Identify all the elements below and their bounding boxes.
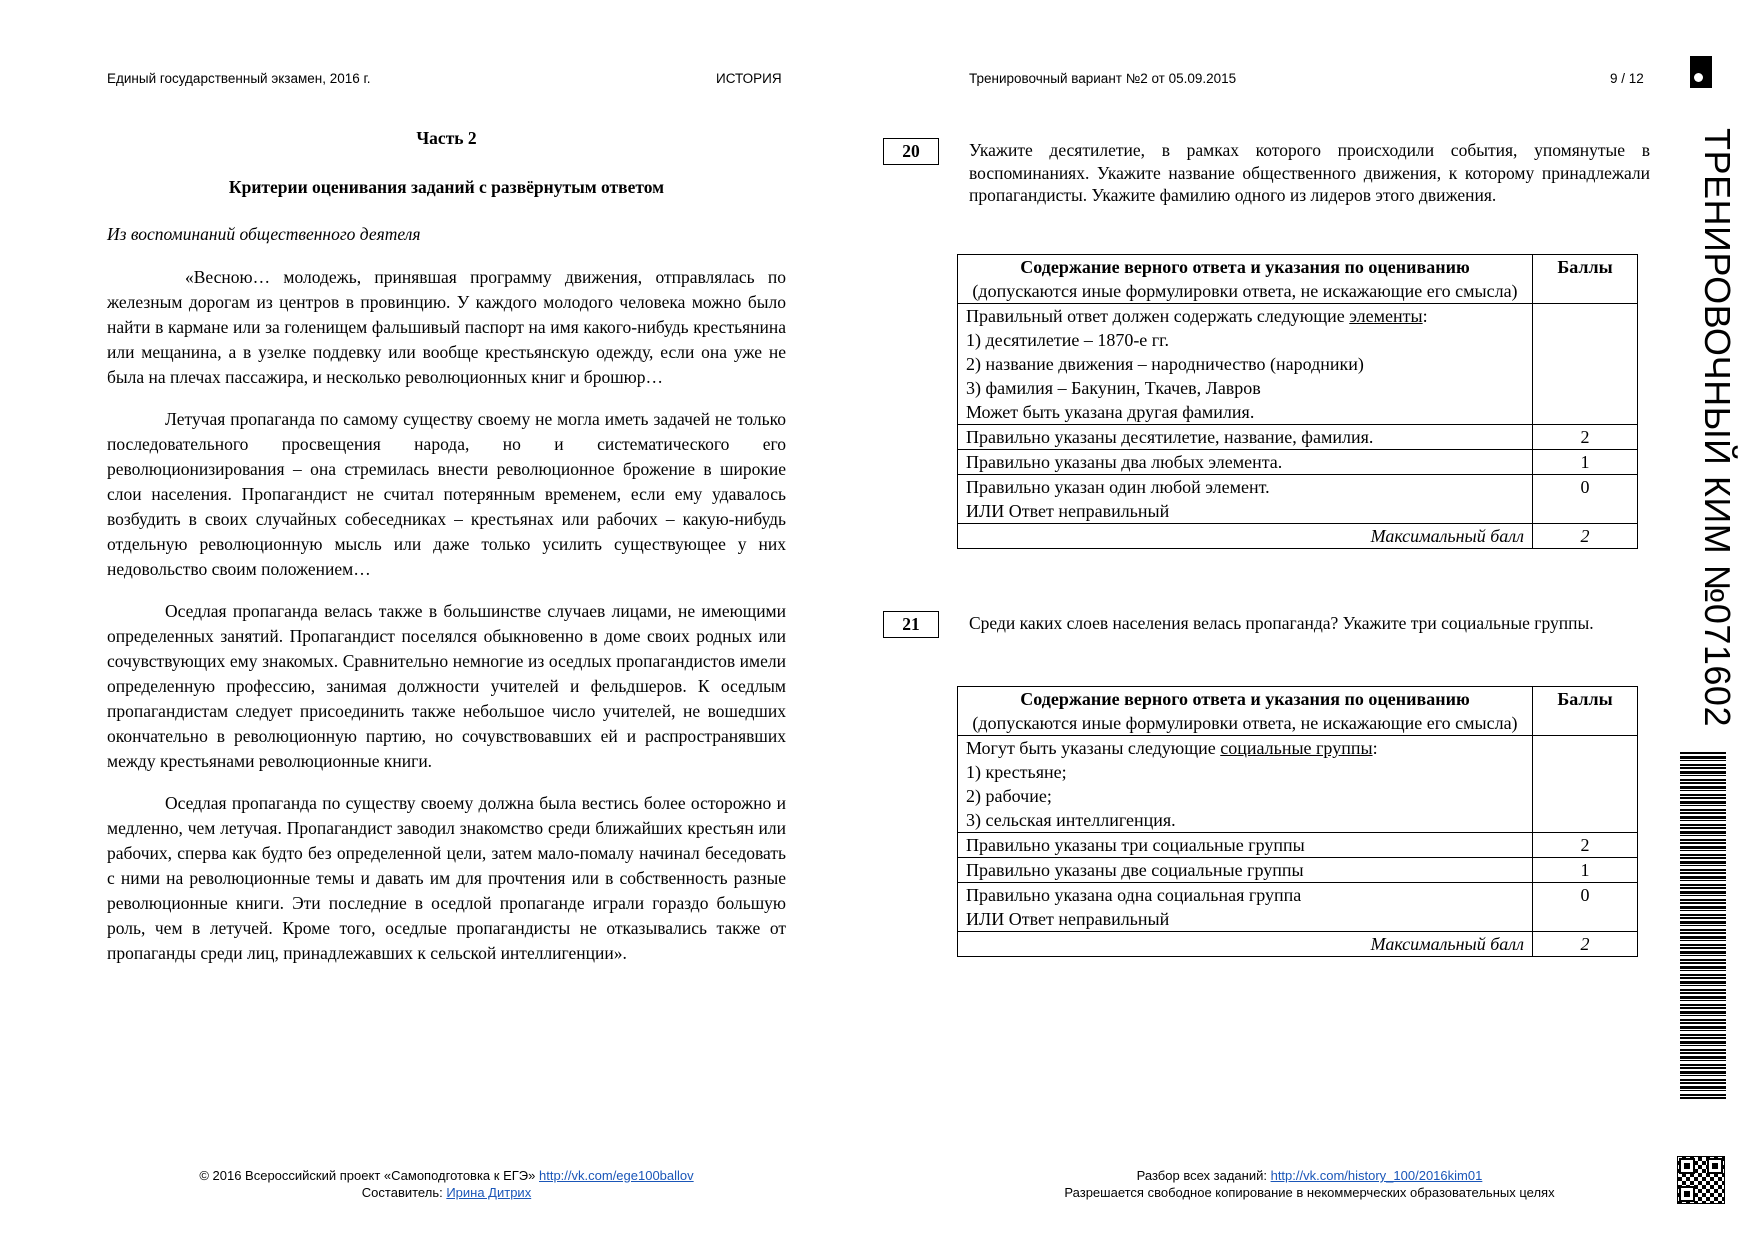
answer-elements-row — [958, 736, 1638, 833]
score-criterion — [958, 883, 1533, 932]
points-header-label: Баллы — [1557, 257, 1613, 277]
points-header-label: Баллы — [1557, 689, 1613, 709]
header-subject: ИСТОРИЯ — [716, 71, 782, 86]
answer-item: 2) название движения – народничество (народники) — [966, 354, 1364, 374]
answer-item: 1) десятилетие – 1870-е гг. — [966, 330, 1170, 350]
points-header — [1533, 687, 1638, 736]
footer-left — [107, 1167, 786, 1201]
answer-item: 1) крестьяне; — [966, 762, 1067, 782]
header-exam: Единый государственный экзамен, 2016 г. — [107, 71, 371, 86]
answer-elements-row — [958, 304, 1638, 425]
footer-analysis-link[interactable]: http://vk.com/history_100/2016kim01 — [1270, 1168, 1483, 1183]
max-score-row — [958, 524, 1638, 549]
score-criterion: Правильно указаны три социальные группы — [958, 833, 1533, 858]
content-header — [958, 255, 1533, 304]
footer-right — [969, 1167, 1650, 1201]
content-header — [958, 687, 1533, 736]
criteria-table — [957, 254, 1638, 549]
intro-colon: : — [1422, 306, 1428, 326]
intro-keyword: социальные группы — [1220, 738, 1373, 758]
footer-copy-note: Разрешается свободное копирование в некоммерческих образовательных целях — [1064, 1185, 1555, 1200]
score-criterion-line: Правильно указана одна социальная группа — [966, 885, 1302, 905]
header-variant: Тренировочный вариант №2 от 05.09.2015 — [969, 71, 1237, 86]
intro-text: Могут быть указаны следующие — [966, 738, 1221, 758]
footer-project: © 2016 Всероссийский проект «Самоподготовка к ЕГЭ» — [199, 1168, 536, 1183]
max-score-value: 2 — [1533, 524, 1638, 549]
content-header-note: (допускаются иные формулировки ответа, не искажающие его смысла) — [972, 281, 1518, 301]
max-score-label: Максимальный балл — [958, 524, 1533, 549]
score-row — [958, 833, 1638, 858]
score-row — [958, 450, 1638, 475]
score-row — [958, 858, 1638, 883]
answer-item: 3) фамилия – Бакунин, Ткачев, Лавров — [966, 378, 1261, 398]
corner-mark-icon — [1690, 56, 1712, 88]
score-row — [958, 883, 1638, 932]
qr-code-icon — [1678, 1157, 1724, 1203]
source-text — [107, 265, 786, 983]
source-paragraph: Летучая пропаганда по самому существу своему не могла иметь задачей не только последовательного просвещения народа, но и систематического его революционизирования – она стремилась внести революционное брожение в широкие слои населения. Пропагандист не считал потерянным временем, если ему удавалось возбудить в своих случайных собеседниках – крестьянах или рабочих – какую-нибудь отдельную революционную мысль или даже только усилить существующее у них недовольство своим положением… — [107, 409, 786, 579]
score-points: 1 — [1533, 858, 1638, 883]
content-header-title: Содержание верного ответа и указания по оцениванию — [1020, 689, 1470, 709]
footer-project-link[interactable]: http://vk.com/ege100ballov — [539, 1168, 694, 1183]
answer-note: Может быть указана другая фамилия. — [966, 402, 1255, 422]
answer-item: 3) сельская интеллигенция. — [966, 810, 1176, 830]
vertical-kim-text: ТРЕНИРОВОЧНЫЙ КИМ №071602 — [1697, 128, 1738, 727]
source-paragraph: Оседлая пропаганда велась также в большинстве случаев лицами, не имеющими определенных занятий. Пропагандист поселялся обыкновенно в доме своих родных или сочувствующих ему знакомых. Сравнительно немногие из оседлых пропагандистов имели определенную профессию, занимая должности учителей и фельдшеров. К оседлым пропагандистам следует присоединить также небольшое число учителей, не вошедших окончательно в революционную партию, но сочувствовавших ей и распространявших между крестьянами революционные книги. — [107, 601, 786, 771]
part-title: Часть 2 — [416, 128, 477, 148]
score-row — [958, 425, 1638, 450]
score-points: 0 — [1533, 883, 1638, 932]
task-number-box: 20 — [883, 138, 939, 165]
footer-author-label: Составитель: — [361, 1185, 443, 1200]
score-criterion — [958, 475, 1533, 524]
criteria-title: Критерии оценивания заданий с развёрнутым ответом — [228, 177, 665, 197]
score-points: 0 — [1533, 475, 1638, 524]
task-text: Укажите десятилетие, в рамках которого происходили события, упомянутые в воспоминаниях. Укажите название общественного движения, к которому принадлежали пропагандисты. Укажите фамилию одного из лидеров этого движения. — [969, 140, 1650, 205]
table-header-row — [958, 687, 1638, 736]
score-criterion-line: ИЛИ Ответ неправильный — [966, 909, 1170, 929]
vertical-kim-label — [1697, 128, 1738, 727]
score-points: 2 — [1533, 425, 1638, 450]
table-header-row — [958, 255, 1638, 304]
score-criterion: Правильно указаны две социальные группы — [958, 858, 1533, 883]
score-criterion: Правильно указаны два любых элемента. — [958, 450, 1533, 475]
source-paragraph: «Весною… молодежь, принявшая программу движения, отправлялась по железным дорогам из центров в провинцию. У каждого молодого человека можно было найти в кармане или за голенищем фальшивый паспорт на имя какого-нибудь крестьянина или мещанина, а в узелке поддевку или вообще крестьянскую одежду, если она уже не была на плечах пассажира, и несколько революционных книг и брошюр… — [107, 267, 786, 387]
max-score-value: 2 — [1533, 932, 1638, 957]
max-score-label: Максимальный балл — [958, 932, 1533, 957]
intro-text: Правильный ответ должен содержать следующие — [966, 306, 1350, 326]
points-cell-empty — [1533, 304, 1638, 425]
content-header-note: (допускаются иные формулировки ответа, не искажающие его смысла) — [972, 713, 1518, 733]
score-criterion-line: ИЛИ Ответ неправильный — [966, 501, 1170, 521]
score-points: 2 — [1533, 833, 1638, 858]
intro-keyword: элементы — [1349, 306, 1423, 326]
header-page-number: 9 / 12 — [1610, 71, 1644, 86]
score-criterion: Правильно указаны десятилетие, название, фамилия. — [958, 425, 1533, 450]
source-paragraph: Оседлая пропаганда по существу своему должна была вестись более осторожно и медленно, чем летучая. Пропагандист заводил знакомство среди ближайших крестьян или рабочих, сперва как будто без определенной цели, затем мало-помалу начинал беседовать с ними на революционные темы и давать им для прочтения или в собственность разные революционные книги. Эти последние в оседлой пропаганде играли гораздо большую роль, чем в летучей. Кроме того, оседлые пропагандисты не отказывались также от пропаганды среди лиц, принадлежавших к сельской интеллигенции». — [107, 793, 786, 963]
max-score-row — [958, 932, 1638, 957]
content-header-title: Содержание верного ответа и указания по оцениванию — [1020, 257, 1470, 277]
answer-item: 2) рабочие; — [966, 786, 1052, 806]
answer-elements — [958, 304, 1533, 425]
task-number-box: 21 — [883, 611, 939, 638]
footer-author-link[interactable]: Ирина Дитрих — [446, 1185, 532, 1200]
score-points: 1 — [1533, 450, 1638, 475]
barcode-icon — [1680, 752, 1726, 1100]
task-text: Среди каких слоев населения велась пропаганда? Укажите три социальные группы. — [969, 613, 1594, 633]
score-criterion-line: Правильно указан один любой элемент. — [966, 477, 1270, 497]
intro-colon: : — [1372, 738, 1378, 758]
answer-elements — [958, 736, 1533, 833]
points-cell-empty — [1533, 736, 1638, 833]
source-caption: Из воспоминаний общественного деятеля — [107, 224, 421, 244]
criteria-table — [957, 686, 1638, 957]
score-row — [958, 475, 1638, 524]
footer-analysis-label: Разбор всех заданий: — [1136, 1168, 1267, 1183]
points-header — [1533, 255, 1638, 304]
